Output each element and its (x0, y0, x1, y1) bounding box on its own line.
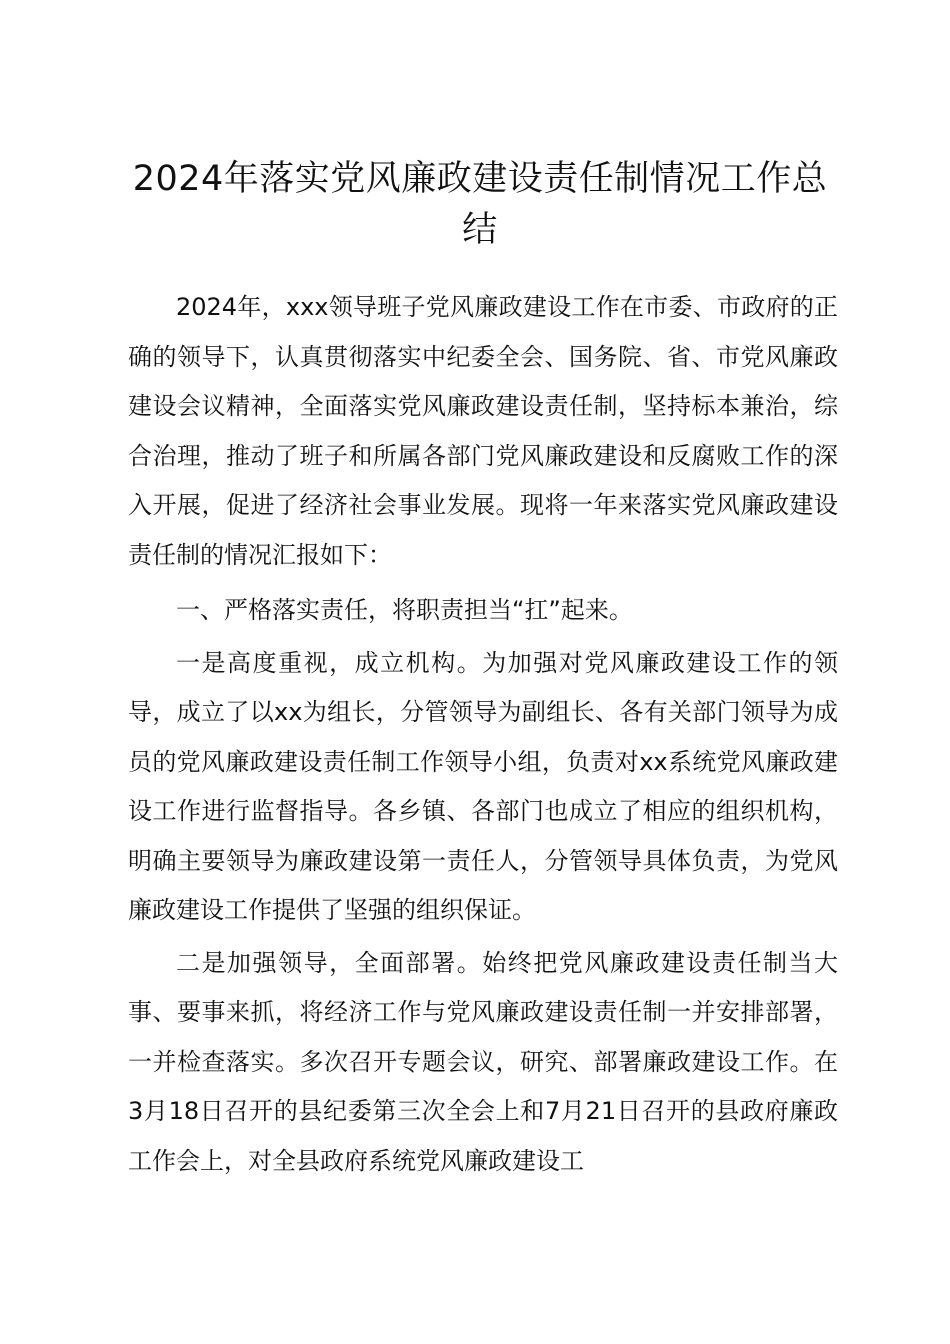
body-paragraph: 一是高度重视，成立机构。为加强对党风廉政建设工作的领导，成立了以xx为组长，分管领导为副组长、各有关部门领导为成员的党风廉政建设责任制工作领导小组，负责对xx系统党风廉政建设工作进行监督指导。各乡镇、各部门也成立了相应的组织机构，明确主要领导为廉政建设第一责任人，分管领导具体负责，为党风廉政建设工作提供了坚强的组织保证。 (128, 648, 838, 924)
document-title: 2024年落实党风廉政建设责任制情况工作总结 (132, 159, 828, 250)
section-heading: 一、严格落实责任，将职责担当“扛”起来。 (176, 596, 633, 624)
intro-paragraph: 2024年，xxx领导班子党风廉政建设工作在市委、市政府的正确的领导下，认真贯彻落实中纪委全会、国务院、省、市党风廉政建设会议精神，全面落实党风廉政建设责任制，坚持标本兼治，综合治理，推动了班子和所属各部门党风廉政建设和反腐败工作的深入开展，促进了经济社会事业发展。现将一年来落实党风廉政建设责任制的情况汇报如下： (128, 293, 838, 569)
body-paragraph: 二是加强领导，全面部署。始终把党风廉政建设责任制当大事、要事来抓，将经济工作与党风廉政建设责任制一并安排部署，一并检查落实。多次召开专题会议，研究、部署廉政建设工作。在3月18日召开的县纪委第三次全会上和7月21日召开的县政府廉政工作会上，对全县政府系统党风廉政建设工 (128, 948, 838, 1175)
document-body (128, 283, 838, 1186)
